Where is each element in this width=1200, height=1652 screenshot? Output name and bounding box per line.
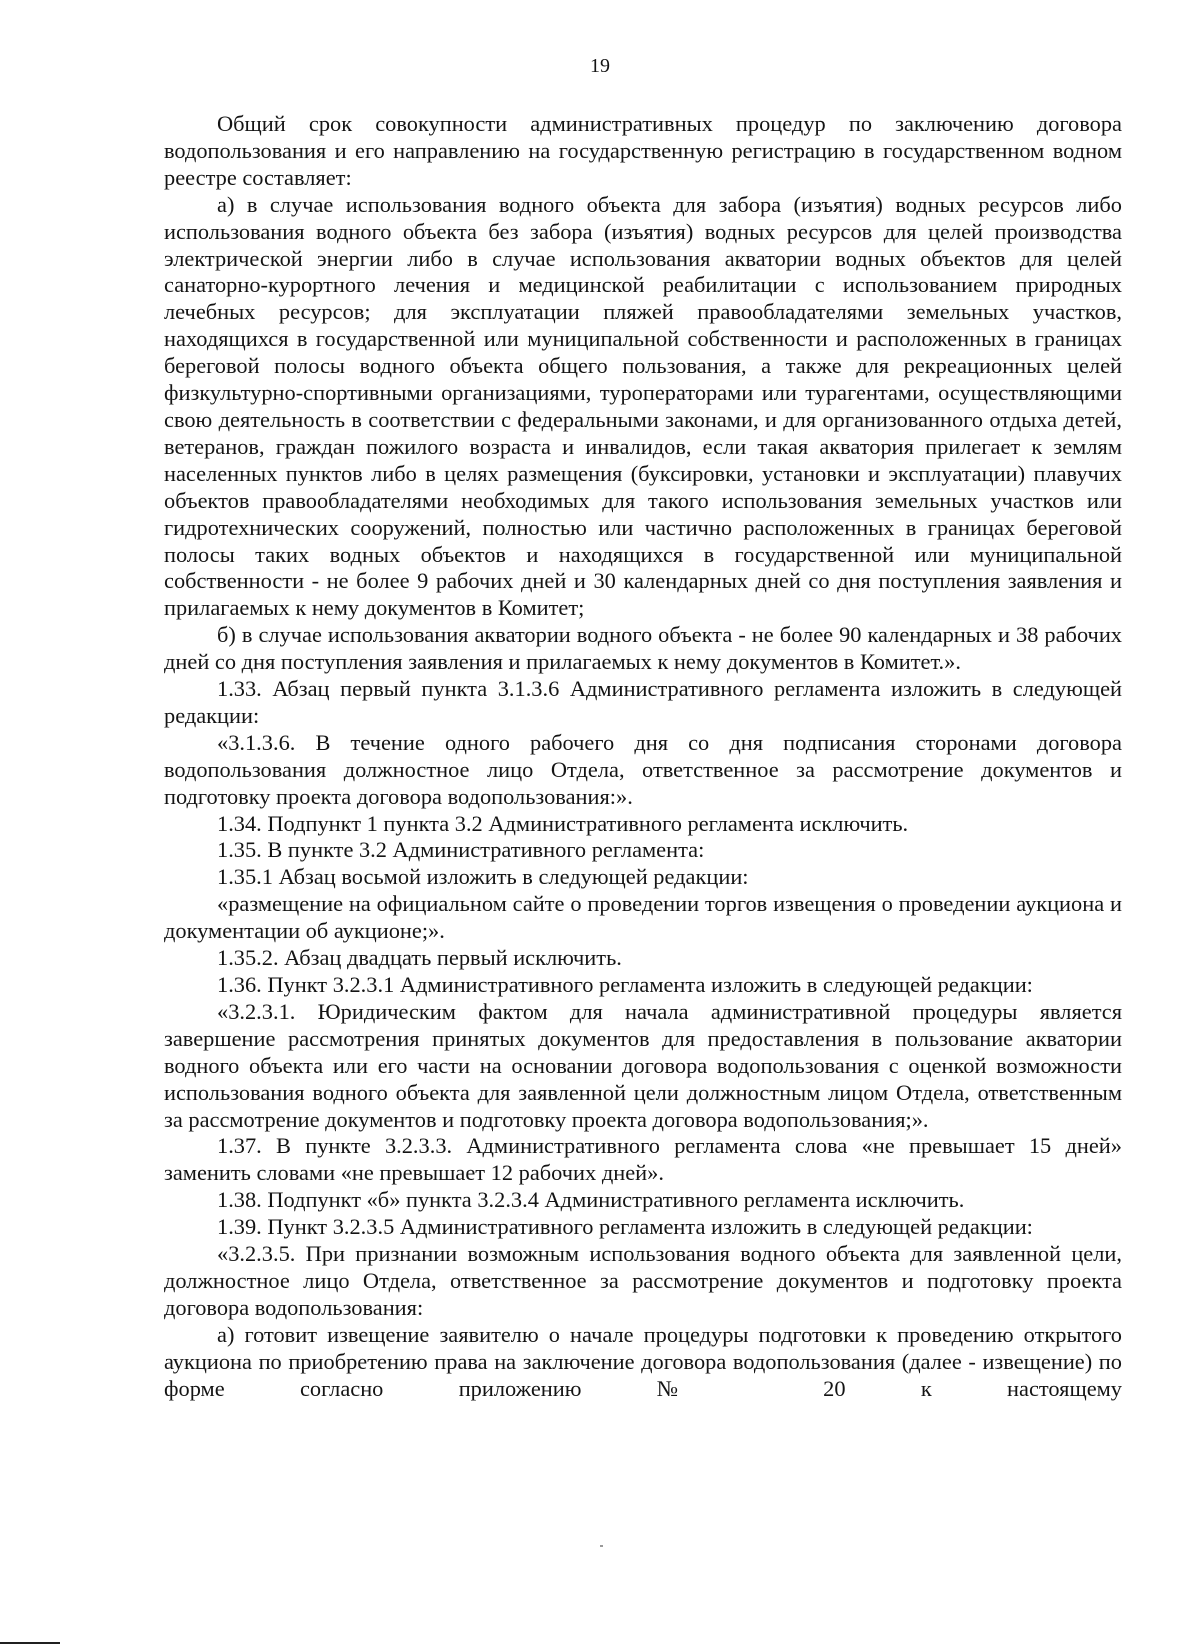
paragraph-term-a: а) в случае использования водного объекта для забора (изъятия) водных ресурсов либо использования водного объекта без забора (изъятия) водных ресурсов для целей производства электрической энергии либо в случае использования акватории водных объектов для целей санаторно-курортного лечения и медицинской реабилитации с использованием природных лечебных ресурсов; для эксплуатации пляжей правообладателями земельных участков, находящихся в государственной или муниципальной собственности и расположенных в границах береговой полосы водного объекта общего пользования, а также для рекреационных целей физкультурно-спортивными организациями, туроператорами или турагентами, осуществляющими свою деятельность в соответствии с федеральными законами, и для организованного отдыха детей, ветеранов, граждан пожилого возраста и инвалидов, если такая акватория прилегает к землям населенных пунктов либо в целях размещения (буксировки, установки и эксплуатации) плавучих объектов правообладателями необходимых для такого использования земельных участков или гидротехнических сооружений, полностью или частично расположенных в границах береговой полосы таких водных объектов и находящихся в государственной или муниципальной собственности - не более 9 рабочих дней и 30 календарных дней со дня поступления заявления и прилагаемых к нему документов в Комитет; <box>164 191 1122 621</box>
paragraph-item-a-notice: а) готовит извещение заявителю о начале процедуры подготовки к проведению открытого аукциона по приобретению права на заключение договора водопользования (далее - извещение) по форме согласно приложению № 20 к настоящему <box>164 1321 1122 1401</box>
paragraph-1-36: 1.36. Пункт 3.2.3.1 Административного регламента изложить в следующей редакции: <box>217 972 1033 997</box>
paragraph-quote-3-1-3-6: «3.1.3.6. В течение одного рабочего дня со дня подписания сторонами договора водопользования должностное лицо Отдела, ответственное за рассмотрение документов и подготовку проекта договора водопользования:». <box>164 729 1122 809</box>
paragraph-term-b: б) в случае использования акватории водного объекта - не более 90 календарных и 38 рабочих дней со дня поступления заявления и прилагаемых к нему документов в Комитет.». <box>164 622 1122 675</box>
scan-artifact-line <box>0 1642 60 1644</box>
paragraph-1-35-2: 1.35.2. Абзац двадцать первый исключить. <box>217 945 622 971</box>
paragraph-1-35-1: 1.35.1 Абзац восьмой изложить в следующей редакции: <box>217 864 749 890</box>
paragraph-quote-3-2-3-1: «3.2.3.1. Юридическим фактом для начала административной процедуры является завершение рассмотрения принятых документов для предоставления в пользование акватории водного объекта или его части на основании договора водопользования с оценкой возможности использования водного объекта для заявленной цели должностным лицом Отдела, ответственным за рассмотрение документов и подготовку проекта договора водопользования;». <box>164 998 1122 1132</box>
paragraph-quote-3-2-3-5: «3.2.3.5. При признании возможным использования водного объекта для заявленной цели, должностное лицо Отдела, ответственное за рассмотрение документов и подготовку проекта договора водопользования: <box>164 1241 1122 1320</box>
paragraph-total-term: Общий срок совокупности административных процедур по заключению договора водопользования и его направлению на государственную регистрацию в государственном водном реестре составляет: <box>164 111 1122 190</box>
page-number: 19 <box>590 55 610 77</box>
paragraph-quote-placement: «размещение на официальном сайте о проведении торгов извещения о проведении аукциона и документации об аукционе;». <box>164 891 1122 944</box>
paragraph-1-34: 1.34. Подпункт 1 пункта 3.2 Административного регламента исключить. <box>217 810 909 836</box>
paragraph-1-37: 1.37. В пункте 3.2.3.3. Административного регламента слова «не превышает 15 дней» заменить словами «не превышает 12 рабочих дней». <box>164 1133 1122 1186</box>
scan-artifact-dot <box>600 1545 603 1547</box>
paragraph-1-35: 1.35. В пункте 3.2 Административного регламента: <box>217 837 705 863</box>
document-body <box>164 111 1122 1403</box>
paragraph-1-39: 1.39. Пункт 3.2.3.5 Административного регламента изложить в следующей редакции: <box>217 1214 1033 1240</box>
paragraph-1-33: 1.33. Абзац первый пункта 3.1.3.6 Административного регламента изложить в следующей редакции: <box>164 676 1122 728</box>
paragraph-1-38: 1.38. Подпункт «б» пункта 3.2.3.4 Административного регламента исключить. <box>217 1187 965 1213</box>
